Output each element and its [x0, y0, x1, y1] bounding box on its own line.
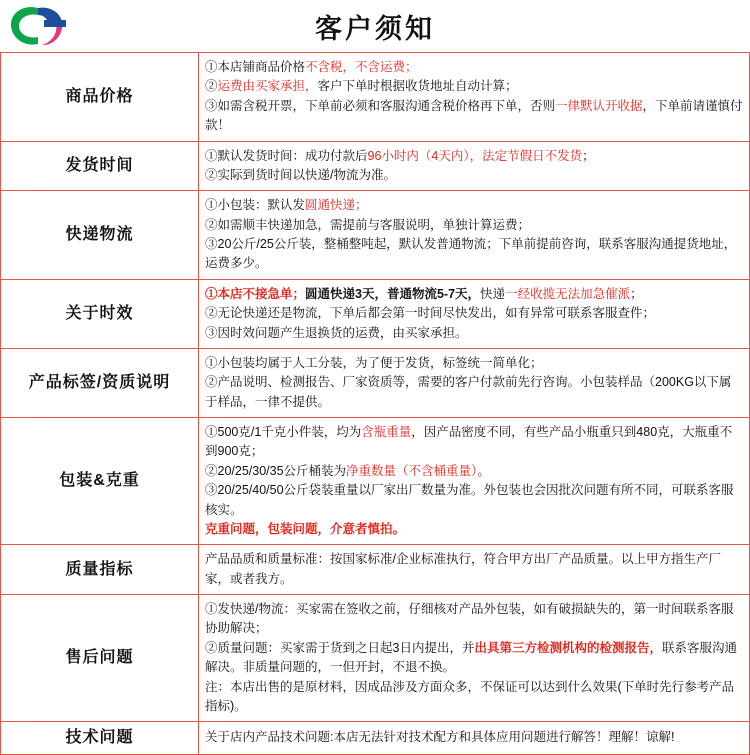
content-line	[205, 373, 743, 412]
content-text: ①500克/1千克小件装，均为	[205, 425, 362, 439]
content-text: 出具第三方检测机构的检测报告，	[474, 640, 662, 655]
content-text: ②实际到货时间以快递/物流为准。	[205, 167, 396, 182]
content-text: 注：本店出售的是原材料，因成品涉及方面众多，不保证可以达到什么效果(下单时先行参考产品指标)。	[205, 679, 735, 713]
content-text: ③因时效问题产生退换货的运费，由买家承担。	[205, 325, 468, 340]
content-line	[205, 550, 743, 589]
table-row	[1, 53, 750, 142]
content-text: ②质量问题：买家需于货到之日起3日内提出，并	[205, 640, 475, 655]
content-text: ①本店不接急单；	[205, 286, 306, 301]
table-row	[1, 279, 750, 348]
content-text: ②	[205, 79, 218, 94]
content-line	[205, 235, 743, 274]
content-text: ，因产品密度不同，有些产品小瓶重只到480克，大瓶重不到900克；	[205, 425, 733, 459]
row-content	[199, 279, 750, 348]
row-content	[199, 545, 750, 595]
content-line	[205, 600, 743, 639]
content-line	[205, 324, 743, 343]
content-line	[205, 520, 743, 539]
content-text: ①发快递/物流：买家需在签收之前，仔细核对产品外包装，如有破损缺失的，第一时间联系客服协助解决；	[205, 602, 734, 636]
row-content	[199, 191, 750, 280]
row-content	[199, 348, 750, 417]
content-line	[205, 423, 743, 462]
row-label: 发货时间	[1, 141, 199, 191]
content-text: 。	[477, 463, 490, 478]
content-line	[205, 481, 743, 520]
content-text: 克重问题，包装问题，介意者慎拍。	[205, 521, 406, 536]
row-label: 技术问题	[1, 722, 199, 755]
content-text: 圆通快递；	[305, 198, 368, 213]
page-title: 客户须知	[315, 13, 435, 44]
content-line	[205, 678, 743, 717]
content-text: ②产品说明、检测报告、厂家资质等，需要的客户付款前先行咨询。小包装样品（200KG以下属于样品，一律不提供。	[205, 375, 732, 409]
content-text: ③如需含税开票，下单前必须和客服沟通含税价格再下单，否则	[205, 98, 556, 113]
content-text: 圆通快递3天，普通物流5-7天，	[305, 286, 481, 301]
content-text: ①小包装均属于人工分装，为了便于发货，标签统一简单化；	[205, 355, 543, 370]
content-line	[205, 77, 743, 96]
row-content	[199, 722, 750, 755]
content-text: ③20/25/40/50公斤袋装重量以厂家出厂数量为准。外包装也会因批次问题有所不同，可联系客服核实。	[205, 483, 734, 517]
content-text: 一律默认开收据	[555, 98, 643, 113]
row-label: 质量指标	[1, 545, 199, 595]
content-text: 不含税，不含运费；	[305, 60, 418, 74]
table-row	[1, 191, 750, 280]
content-line	[205, 728, 743, 747]
notice-table	[0, 52, 750, 755]
content-text: 含瓶重量	[361, 425, 412, 439]
table-row	[1, 545, 750, 595]
content-text: ①本店铺商品价格	[205, 60, 306, 74]
content-text: 关于店内产品技术问题:本店无法针对技术配方和具体应用问题进行解答！理解！谅解!	[205, 730, 675, 745]
content-line	[205, 166, 743, 185]
content-text: ②无论快递还是物流，下单后都会第一时间尽快发出，如有异常可联系客服查件；	[205, 306, 656, 321]
table-row	[1, 141, 750, 191]
content-line	[205, 97, 743, 136]
content-text: ；	[582, 148, 595, 163]
notice-table-body	[1, 53, 750, 755]
content-text: 96小时内（4天内），法定节假日不发货	[367, 148, 583, 163]
table-row	[1, 348, 750, 417]
content-text: ②如需顺丰快递加急，需提前与客服说明，单独计算运费；	[205, 217, 531, 232]
row-label: 快递物流	[1, 191, 199, 280]
content-text: 运费由买家承担，	[217, 79, 318, 94]
content-line	[205, 196, 743, 215]
content-text: ①默认发货时间：成功付款后	[205, 148, 368, 163]
row-label: 包装&克重	[1, 418, 199, 545]
content-text: ③20公斤/25公斤装，整桶整吨起，默认发普通物流；下单前提前咨询，联系客服沟通提货地址，运费多少。	[205, 237, 737, 271]
content-text: 净重数量（不含桶重量）	[346, 463, 478, 478]
brand-logo-icon	[8, 2, 82, 50]
row-content	[199, 595, 750, 722]
content-line	[205, 354, 743, 373]
content-text: ，下单前请谨慎付款！	[205, 98, 743, 133]
content-line	[205, 639, 743, 678]
content-text: 快递	[480, 286, 506, 301]
content-text: 联系客服沟通解决。非质量问题的，一但开封，不退不换。	[205, 640, 737, 675]
row-label: 售后问题	[1, 595, 199, 722]
content-text: ②20/25/30/35公斤桶装为	[205, 463, 347, 478]
document-header	[0, 0, 750, 52]
content-line	[205, 462, 743, 481]
content-text: ①小包装：默认发	[205, 198, 306, 213]
content-line	[205, 216, 743, 235]
table-row	[1, 595, 750, 722]
content-line	[205, 304, 743, 323]
table-row	[1, 418, 750, 545]
row-content	[199, 141, 750, 191]
row-content	[199, 53, 750, 142]
content-text: 一经收揽无法加急催派	[505, 286, 631, 301]
content-text: 客户下单时根据收货地址自动计算；	[317, 79, 518, 94]
content-text: ；	[630, 286, 643, 301]
row-label: 产品标签/资质说明	[1, 348, 199, 417]
row-label: 关于时效	[1, 279, 199, 348]
content-line	[205, 58, 743, 77]
content-line	[205, 147, 743, 166]
row-label: 商品价格	[1, 53, 199, 142]
table-row	[1, 722, 750, 755]
content-text: 产品品质和质量标准：按国家标准/企业标准执行，符合甲方出厂产品质量。以上甲方指生产厂家，或者我方。	[205, 552, 721, 586]
row-content	[199, 418, 750, 545]
content-line	[205, 285, 743, 304]
